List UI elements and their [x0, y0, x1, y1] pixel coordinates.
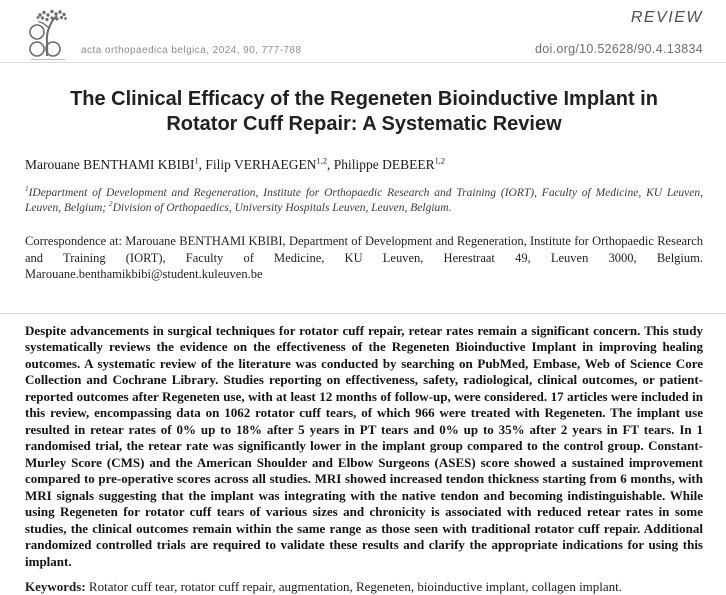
keywords-line	[25, 579, 703, 595]
author-name: Marouane BENTHAMI KBIBI	[25, 157, 195, 172]
affiliation-list: $^1$IDepartment of Development and Regeneration, Institute for Orthopaedic Research and Training (IORT), Faculty of Medicine, KU Leuven, Leuven, Belgium; $^2$Division of Orthopaedics, University Hospitals Leuven, Leuven, Belgium.	[25, 185, 703, 214]
tree-over-rings-logo-icon	[26, 8, 70, 58]
author-affiliation-sup: 1,2	[316, 156, 327, 166]
author-name: Filip VERHAEGEN	[205, 157, 317, 172]
author-list: Marouane BENTHAMI KBIBI$^1$, Filip VERHAEGEN$^{1,2}$, Philippe DEBEER$^{1,2}$	[25, 156, 446, 172]
journal-citation: acta orthopaedica belgica, 2024, 90, 777-788	[81, 45, 302, 56]
abstract-text: Despite advancements in surgical techniques for rotator cuff repair, retear rates remain a significant concern. This study systematically reviews the evidence on the effectiveness of the Regeneten Bioinductive Implant in improving healing outcomes. A systematic review of the literature was conducted by searching on PubMed, Embase, Web of Science Core Collection and Cochrane Library. Studies reporting on effectiveness, safety, radiological, clinical outcomes, or patient-reported outcomes after Regeneten use, with at least 12 months of follow-up, were considered. 17 articles were included in this review, encompassing data on 1062 rotator cuff tears, of which 966 were treated with Regeneten. The implant use resulted in retear rates of 0% up to 18% after 5 years in PT tears and 0% up to 35% after 2 years in FT tears. In 1 randomised trial, the retear rate was significantly lower in the implant group compared to the control group. Constant-Murley Score (CMS) and the American Shoulder and Elbow Surgeons (ASES) score showed a sustained improvement compared to pre-operative scores across all studies. MRI showed increased tendon thickness starting from 6 months, with MRI signals suggesting that the implant was integrating with the native tendon and becoming indistinguishable. While using Regeneten for rotator cuff tears of various sizes and chronicity is associated with reduced retear rates in some studies, the clinical outcomes remain within the same range as those seen with traditional rotator cuff repair. Additional randomized controlled trials are required to validate these results and clarify the appropriate indications for using this implant.	[25, 322, 703, 569]
correspondence-text: Correspondence at: Marouane BENTHAMI KBIBI, Department of Development and Regeneration, Institute for Orthopaedic Research and Training (IORT), Faculty of Medicine, KU Leuven, Herestraat 49, Leuven 3000, Belgium. Marouane.benthamikbibi@student.kuleuven.be	[25, 234, 703, 281]
logo-caption-line	[31, 59, 65, 60]
article-title-line-2: Rotator Cuff Repair: A Systematic Review	[166, 113, 562, 135]
affiliation-sup: 1	[25, 185, 29, 194]
header-right	[535, 6, 703, 60]
author-affiliation-sup: 1	[194, 156, 199, 166]
article-title-line-1: The Clinical Efficacy of the Regeneten Bioinductive Implant in	[70, 88, 658, 110]
doi-text: doi.org/10.52628/90.4.13834	[535, 42, 703, 56]
article-title	[25, 87, 703, 137]
author-name: Philippe DEBEER	[333, 157, 435, 172]
author-affiliation-sup: 1,2	[434, 156, 446, 166]
keywords-text: Rotator cuff tear, rotator cuff repair, augmentation, Regeneten, bioinductive implant, collagen implant.	[88, 579, 623, 594]
header-left	[25, 6, 302, 60]
article-type-label: REVIEW	[630, 9, 703, 26]
header-divider	[0, 62, 726, 63]
keywords-label: Keywords:	[25, 579, 86, 594]
affiliation-sup: 2	[109, 200, 113, 209]
journal-logo	[25, 8, 71, 60]
abstract-divider	[0, 313, 726, 314]
page-header	[25, 6, 703, 60]
